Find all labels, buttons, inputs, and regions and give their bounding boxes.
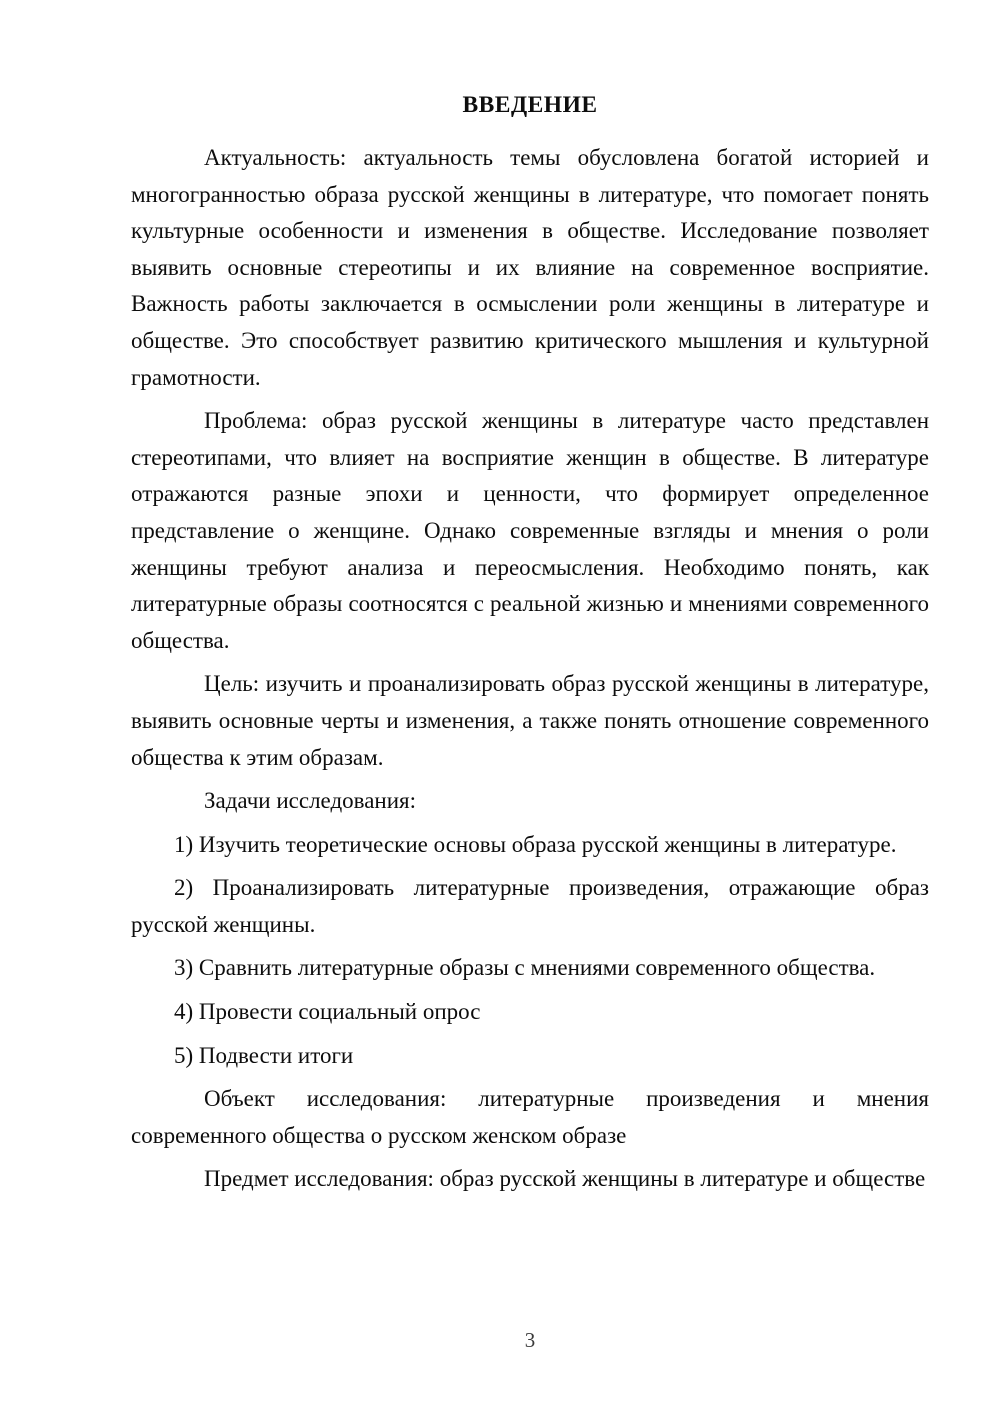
paragraph-aktualnost: Актуальность: актуальность темы обусловлена богатой историей и многогранностью образа русской женщины в литературе, что помогает понять культурные особенности и изменения в обществе. Исследование позволяет выявить основные стереотипы и их влияние на современное восприятие. Важность работы заключается в осмыслении роли женщины в литературе и обществе. Это способствует развитию критического мышления и культурной грамотности.	[131, 145, 929, 390]
paragraph-tsel: Цель: изучить и проанализировать образ русской женщины в литературе, выявить основные черты и изменения, а также понять отношение современного общества к этим образам.	[131, 671, 929, 770]
paragraph-predmet: Предмет исследования: образ русской женщины в литературе и обществе	[204, 1166, 926, 1192]
list-item-2: 2) Проанализировать литературные произведения, отражающие образ русской женщины.	[131, 875, 929, 937]
paragraph-problema: Проблема: образ русской женщины в литературе часто представлен стереотипами, что влияет на восприятие женщин в обществе. В литературе отражаются разные эпохи и ценности, что формирует определенное представление о женщине. Однако современные взгляды и мнения о роли женщины требуют анализа и переосмысления. Необходимо понять, как литературные образы соотносятся с реальной жизнью и мнениями современного общества.	[131, 408, 929, 653]
document-title: ВВЕДЕНИЕ	[462, 92, 598, 118]
list-item-1: 1) Изучить теоретические основы образа русской женщины в литературе.	[174, 831, 897, 857]
document-content	[131, 87, 929, 1205]
list-item-4: 4) Провести социальный опрос	[174, 999, 481, 1025]
paragraph-obekt: Объект исследования: литературные произведения и мнения современного общества о русском женском образе	[131, 1086, 929, 1148]
list-item-3: 3) Сравнить литературные образы с мнениями современного общества.	[174, 955, 876, 981]
list-item-5: 5) Подвести итоги	[174, 1042, 354, 1068]
paragraph-zadachi-heading: Задачи исследования:	[204, 788, 417, 814]
page-number: 3	[524, 1328, 536, 1352]
